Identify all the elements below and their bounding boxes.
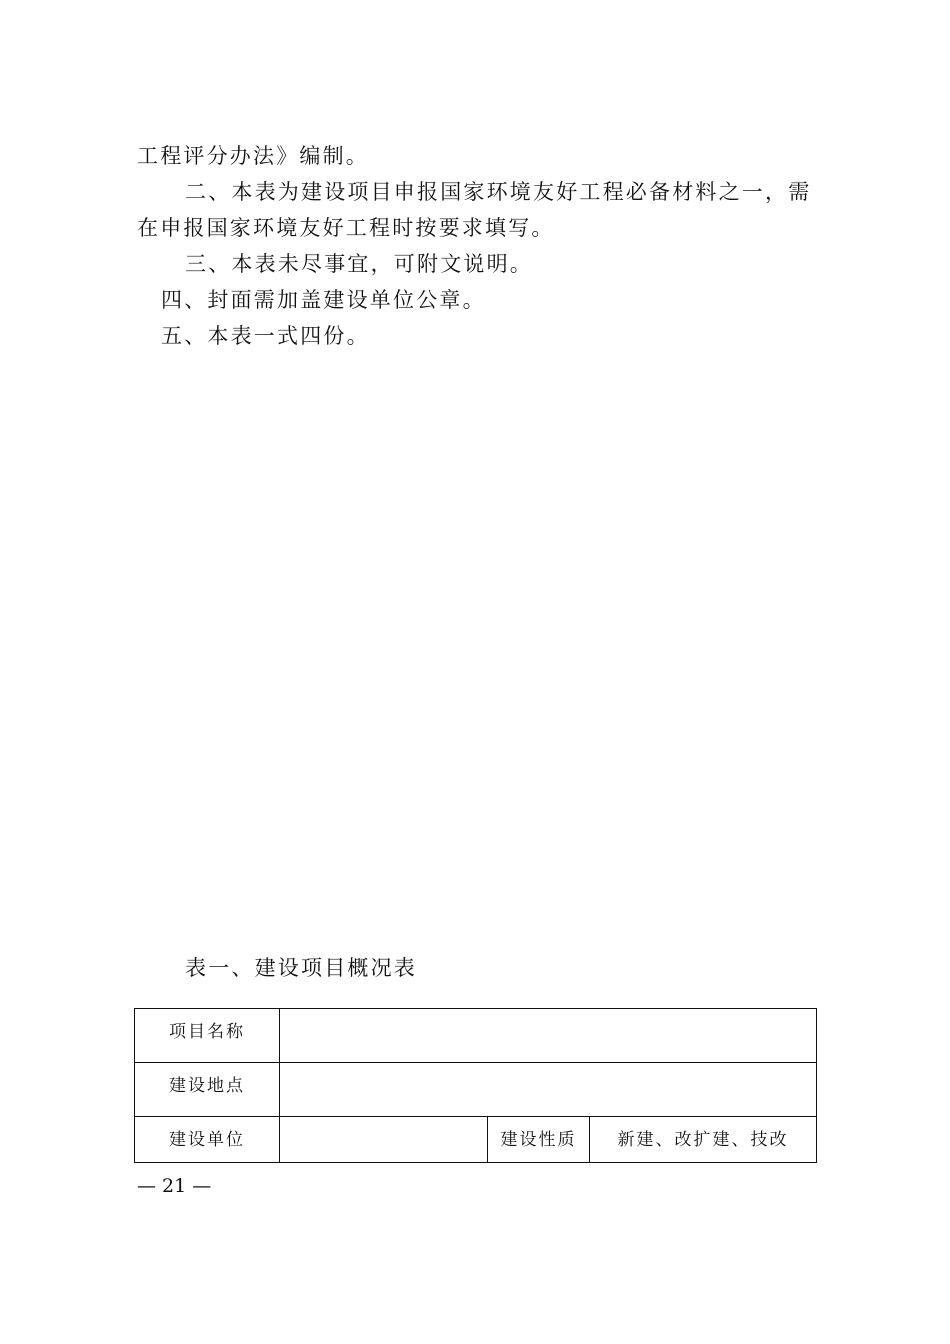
table-row — [135, 1117, 817, 1163]
paragraph-line-4: 三、本表未尽事宜，可附文说明。 — [185, 252, 533, 276]
paragraph-line-2: 二、本表为建设项目申报国家环境友好工程必备材料之一，需 — [185, 180, 812, 204]
paragraph-line-3: 在申报国家环境友好工程时按要求填写。 — [137, 216, 555, 240]
project-name-field[interactable] — [280, 1009, 817, 1063]
project-name-label: 项目名称 — [135, 1009, 280, 1063]
page-number: — 21 — — [137, 1175, 212, 1197]
construction-nature-label: 建设性质 — [488, 1117, 590, 1163]
paragraph-line-6: 五、本表一式四份。 — [161, 324, 370, 348]
construction-unit-label: 建设单位 — [135, 1117, 280, 1163]
construction-unit-field[interactable] — [280, 1117, 488, 1163]
project-overview-table — [134, 1008, 817, 1163]
table-row — [135, 1063, 817, 1117]
paragraph-line-1: 工程评分办法》编制。 — [137, 144, 369, 168]
table-title: 表一、建设项目概况表 — [185, 956, 417, 980]
table-row — [135, 1009, 817, 1063]
construction-location-field[interactable] — [280, 1063, 817, 1117]
construction-nature-field[interactable]: 新建、改扩建、技改 — [590, 1117, 817, 1163]
construction-location-label: 建设地点 — [135, 1063, 280, 1117]
paragraph-line-5: 四、封面需加盖建设单位公章。 — [161, 288, 486, 312]
